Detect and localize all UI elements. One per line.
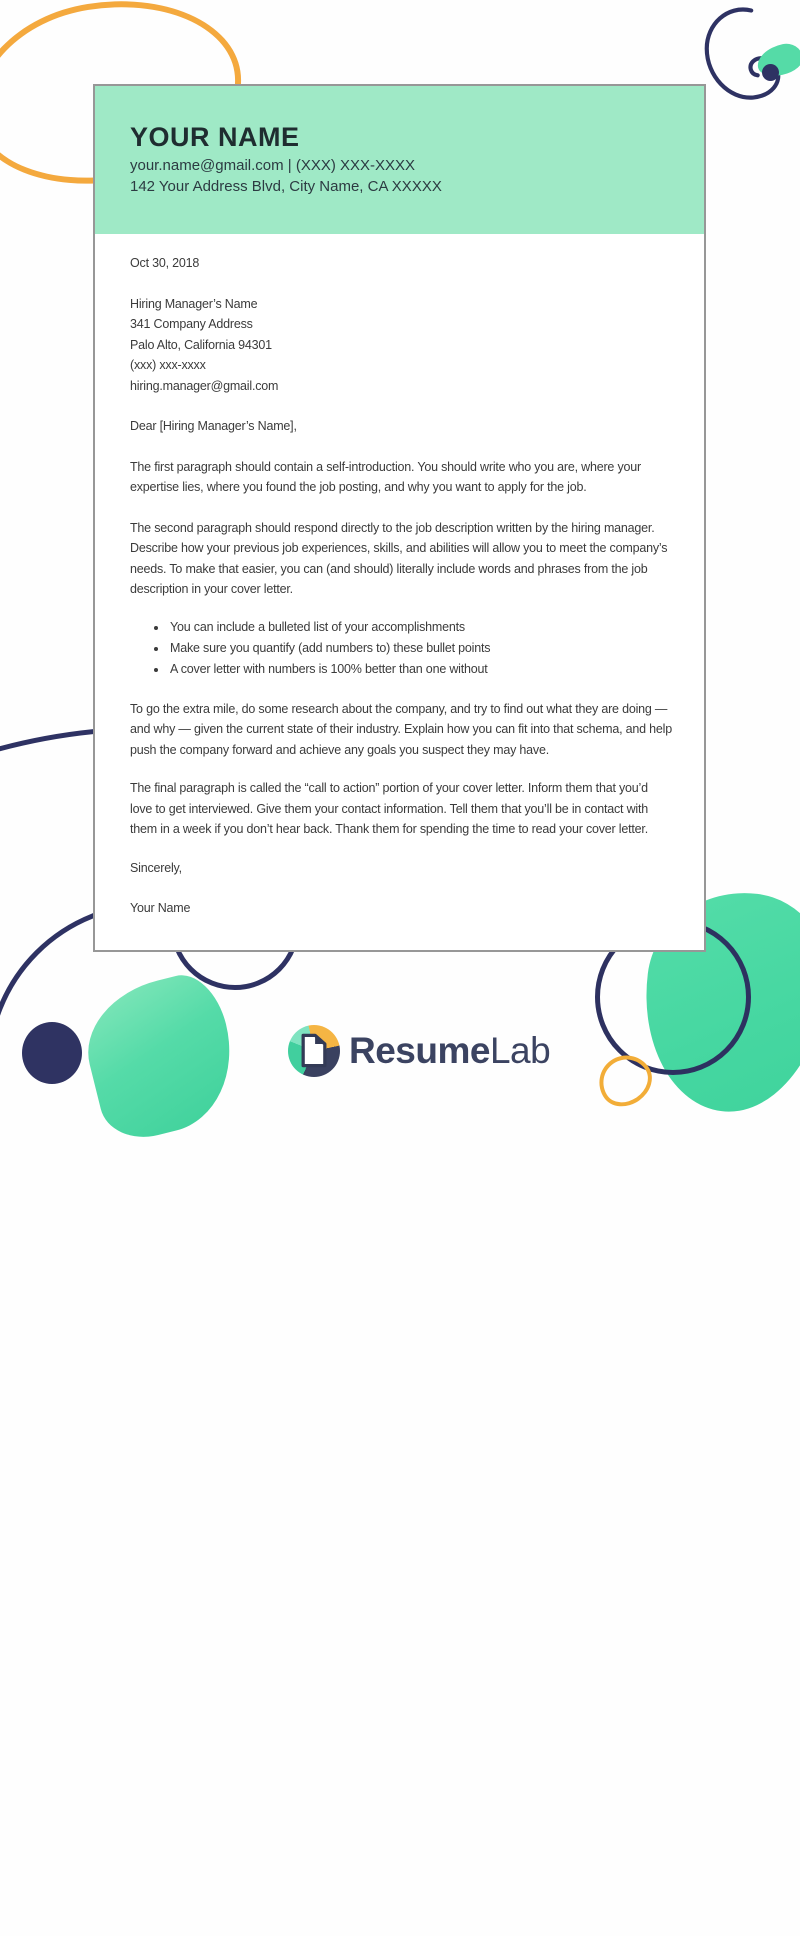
resumelab-logo bbox=[288, 1024, 550, 1078]
letter-header-band bbox=[95, 86, 704, 234]
recipient-email: hiring.manager@gmail.com bbox=[130, 378, 279, 393]
brand-word-resume: Resume bbox=[349, 1030, 490, 1071]
yellow-oval-outline-decoration bbox=[589, 1045, 661, 1116]
accomplishments-list bbox=[130, 617, 673, 680]
applicant-contact-line: your.name@gmail.com | (XXX) XXX-XXXX bbox=[130, 157, 416, 174]
paragraph-call-to-action: The final paragraph is called the “call to action” portion of your cover letter. Inform them that you’d love to get interviewed. Give them your contact information. Tell them that you’ll be in contact with them in a week if you don’t hear back. Thank them for spending the time to read your cover letter. bbox=[130, 781, 649, 836]
brand-word-lab: Lab bbox=[489, 1030, 551, 1071]
applicant-name: YOUR NAME bbox=[130, 122, 300, 152]
teal-blob-decoration-bottom-left bbox=[74, 967, 248, 1147]
teal-blob-decoration-top-right bbox=[754, 41, 800, 80]
recipient-block bbox=[130, 294, 673, 397]
recipient-address-line2: Palo Alto, California 94301 bbox=[130, 337, 272, 352]
letter-date: Oct 30, 2018 bbox=[130, 256, 200, 270]
list-item: • You can include a bulleted list of your accomplishments bbox=[168, 617, 673, 638]
navy-dot-decoration bbox=[762, 64, 779, 81]
resumelab-document-icon bbox=[288, 1024, 340, 1078]
recipient-name: Hiring Manager’s Name bbox=[130, 296, 258, 311]
list-item: • Make sure you quantify (add numbers to) these bullet points bbox=[168, 638, 673, 659]
navy-bean-outline-decoration bbox=[700, 4, 795, 104]
navy-filled-circle-decoration bbox=[22, 1022, 82, 1084]
closing-line: Sincerely, bbox=[130, 860, 182, 875]
navy-arc-decoration-lower-left bbox=[0, 902, 320, 1236]
paragraph-body: The second paragraph should respond directly to the job description written by the hiring manager. Describe how your previous job experiences, skills, and abilities will allow you to meet the company’s needs. To make that easier, you can (and should) literally include words and phrases from the job description in your cover letter. bbox=[130, 520, 668, 596]
recipient-phone: (xxx) xxx-xxxx bbox=[130, 358, 206, 372]
salutation: Dear [Hiring Manager’s Name], bbox=[130, 419, 297, 433]
applicant-address-line: 142 Your Address Blvd, City Name, CA XXXXX bbox=[130, 178, 442, 195]
resumelab-wordmark bbox=[349, 1025, 550, 1077]
recipient-address-line1: 341 Company Address bbox=[130, 317, 253, 331]
cover-letter-page bbox=[93, 84, 706, 952]
paragraph-intro: The first paragraph should contain a self-introduction. You should write who you are, where your expertise lies, where you found the job posting, and why you want to apply for the job. bbox=[130, 459, 641, 494]
letter-body bbox=[95, 234, 704, 919]
paragraph-research: To go the extra mile, do some research about the company, and try to find out what they are doing — and why — given the current state of their industry. Explain how you can fit into that schema, and help push the company forward and achieve any goals you suspect they may have. bbox=[130, 701, 672, 757]
list-item: • A cover letter with numbers is 100% better than one without bbox=[168, 659, 673, 680]
signature-name: Your Name bbox=[130, 901, 191, 915]
